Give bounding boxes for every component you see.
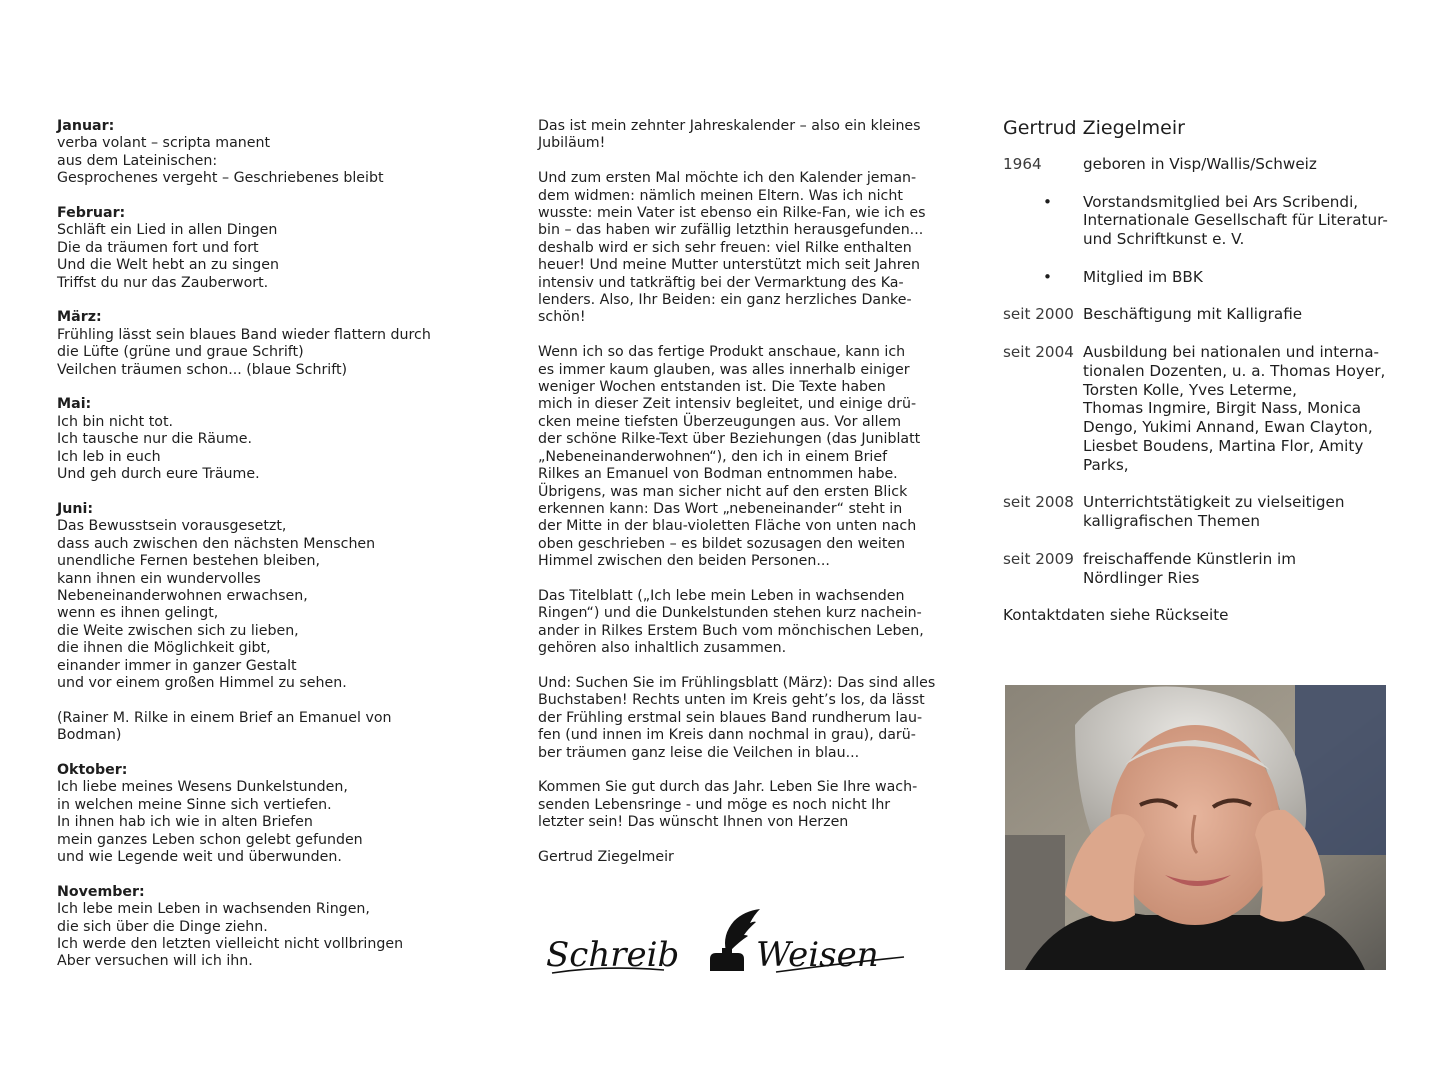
text-line: (Rainer M. Rilke in einem Brief an Emanuel von (57, 709, 392, 726)
month-juni (57, 501, 457, 692)
month-texts-column (57, 118, 457, 988)
text-line: dass auch zwischen den nächsten Menschen (57, 535, 376, 552)
text-line: schön! (538, 309, 586, 326)
bio-year: seit 2000 (1003, 305, 1074, 324)
letter-paragraph (538, 588, 928, 658)
bio-entry (1003, 343, 1403, 475)
text-line: Aber versuchen will ich ihn. (57, 953, 253, 970)
text-line: Dengo, Yukimi Annand, Ewan Clayton, (1083, 418, 1373, 437)
text-line: In ihnen hab ich wie in alten Briefen (57, 814, 313, 831)
text-line: Vorstandsmitglied bei Ars Scribendi, (1083, 192, 1359, 211)
text-line: Liesbet Boudens, Martina Flor, Amity (1083, 436, 1364, 455)
bullet-icon: • (1043, 192, 1052, 211)
text-line: erkennen kann: Das Wort „nebeneinander“ steht in (538, 500, 903, 517)
bio-bullet-bbk (1003, 268, 1403, 287)
text-line: und wie Legende weit und überwunden. (57, 848, 342, 865)
text-line: deshalb wird er sich sehr freuen: viel Rilke enthalten (538, 239, 912, 256)
text-line: Ich werde den letzten vielleicht nicht vollbringen (57, 935, 404, 952)
text-line: Ich tausche nur die Räume. (57, 431, 252, 448)
text-line: Unterrichtstätigkeit zu vielseitigen (1083, 493, 1345, 512)
text-line: Ausbildung bei nationalen und interna- (1083, 342, 1380, 361)
text-line: Ringen“) und die Dunkelstunden stehen kurz nachein- (538, 605, 922, 622)
text-line: heuer! Und meine Mutter unterstützt mich seit Jahren (538, 257, 920, 274)
text-line: Und: Suchen Sie im Frühlingsblatt (März): Das sind alles (538, 674, 936, 691)
text-line: Kommen Sie gut durch das Jahr. Leben Sie Ihre wach- (538, 779, 918, 796)
text-line: Triffst du nur das Zauberwort. (57, 274, 269, 291)
bio-bullet-ars-scribendi (1003, 193, 1403, 249)
text-line: die ihnen die Möglichkeit gibt, (57, 640, 271, 657)
text-line: es immer kaum glauben, was alles innerhalb einiger (538, 361, 910, 378)
text-line: die sich über die Dinge ziehn. (57, 918, 268, 935)
schreibweisen-logo (544, 905, 909, 977)
text-line: Und geh durch eure Träume. (57, 466, 260, 483)
text-line: Himmel zwischen den beiden Personen... (538, 553, 830, 570)
month-november (57, 884, 457, 971)
bio-entry (1003, 493, 1403, 531)
text-line: tionalen Dozenten, u. a. Thomas Hoyer, (1083, 361, 1386, 380)
text-line: letzter sein! Das wünscht Ihnen von Herzen (538, 814, 849, 831)
text-line: Jubiläum! (538, 135, 606, 152)
text-line: in welchen meine Sinne sich vertiefen. (57, 796, 332, 813)
text-line: der Mitte in der blau-violetten Fläche von unten nach (538, 518, 917, 535)
month-title: Oktober: (57, 761, 128, 778)
text-line: Buchstaben! Rechts unten im Kreis geht’s los, da lässt (538, 692, 925, 709)
text-line: freischaffende Künstlerin im (1083, 549, 1297, 568)
contact-note: Kontaktdaten siehe Rückseite (1003, 606, 1229, 625)
text-line: gehören also inhaltlich zusammen. (538, 640, 787, 657)
text-line: Schläft ein Lied in allen Dingen (57, 222, 278, 239)
month-maerz (57, 309, 457, 379)
text-line: Ich lebe mein Leben in wachsenden Ringen, (57, 901, 370, 918)
bio-entry (1003, 550, 1403, 588)
text-line: wusste: mein Vater ist ebenso ein Rilke-Fan, wie ich es (538, 205, 926, 222)
text-line: Ich leb in euch (57, 448, 161, 465)
text-line: und Schriftkunst e. V. (1083, 230, 1245, 249)
text-line: Beschäftigung mit Kalligrafie (1083, 305, 1303, 324)
text-line: Rilkes an Emanuel von Bodman entnommen habe. (538, 466, 898, 483)
text-line: Die da träumen fort und fort (57, 239, 259, 256)
text-line: ander in Rilkes Erstem Buch vom mönchischen Leben, (538, 622, 924, 639)
text-line: Das Bewusstsein vorausgesetzt, (57, 518, 287, 535)
text-line: Nebeneinanderwohnen erwachsen, (57, 587, 308, 604)
text-line: Und die Welt hebt an zu singen (57, 257, 280, 274)
text-line: bin – das haben wir zufällig letzthin herausgefunden... (538, 222, 924, 239)
text-line: weniger Wochen entstanden ist. Die Texte haben (538, 379, 886, 396)
month-mai (57, 396, 457, 483)
text-line: lenders. Also, Ihr Beiden: ein ganz herzliches Danke- (538, 292, 912, 309)
bio-year: seit 2009 (1003, 549, 1074, 568)
text-line: senden Lebensringe - und möge es noch nicht Ihr (538, 796, 891, 813)
text-line: oben geschrieben – es bildet sozusagen den weiten (538, 535, 906, 552)
bio-year: seit 2008 (1003, 493, 1074, 512)
text-line: Gertrud Ziegelmeir (538, 848, 674, 865)
letter-signature (538, 849, 928, 866)
month-januar (57, 118, 457, 188)
text-line: Mitglied im BBK (1083, 267, 1203, 286)
logo-text-left: Schreib (546, 935, 680, 975)
text-line: fen (und innen im Kreis dann nochmal in grau), darü- (538, 727, 916, 744)
month-oktober (57, 762, 457, 866)
text-line: Thomas Ingmire, Birgit Nass, Monica (1083, 399, 1362, 418)
text-line: dem widmen: nämlich meinen Eltern. Was ich nicht (538, 187, 903, 204)
bio-name: Gertrud Ziegelmeir (1003, 117, 1185, 139)
bio-entry-born (1003, 155, 1403, 174)
text-line: kann ihnen ein wundervolles (57, 570, 261, 587)
text-line: Ich liebe meines Wesens Dunkelstunden, (57, 779, 348, 796)
month-februar (57, 205, 457, 292)
text-line: die Weite zwischen sich zu lieben, (57, 622, 299, 639)
bio-entry (1003, 305, 1403, 324)
text-line: Frühling lässt sein blaues Band wieder flattern durch (57, 326, 431, 343)
text-line: aus dem Lateinischen: (57, 152, 218, 169)
text-line: ber träumen ganz leise die Veilchen in blau... (538, 744, 860, 761)
text-line: und vor einem großen Himmel zu sehen. (57, 674, 347, 691)
text-line: wenn es ihnen gelingt, (57, 605, 219, 622)
text-line: Das ist mein zehnter Jahreskalender – also ein kleines (538, 118, 921, 134)
text-line: Und zum ersten Mal möchte ich den Kalender jeman- (538, 170, 917, 187)
text-line: Internationale Gesellschaft für Literatur- (1083, 211, 1388, 230)
month-title: Februar: (57, 205, 126, 222)
letter-paragraph (538, 118, 928, 153)
text-line: Das Titelblatt („Ich lebe mein Leben in wachsenden (538, 587, 905, 604)
month-title: Juni: (57, 500, 94, 517)
month-title: November: (57, 883, 145, 900)
text-line: kalligrafischen Themen (1083, 512, 1260, 531)
text-line: der Frühling erstmal sein blaues Band rundherum lau- (538, 709, 923, 726)
ink-bottle-icon (710, 948, 744, 971)
text-line: einander immer in ganzer Gestalt (57, 657, 297, 674)
month-title: März: (57, 309, 102, 326)
text-line: der schöne Rilke-Text über Beziehungen (das Juniblatt (538, 431, 921, 448)
letter-paragraph (538, 344, 928, 570)
text-line: mein ganzes Leben schon gelebt gefunden (57, 831, 363, 848)
text-line: Wenn ich so das fertige Produkt anschaue, kann ich (538, 344, 906, 361)
text-line: Torsten Kolle, Yves Leterme, (1083, 380, 1297, 399)
text-line: die Lüfte (grüne und graue Schrift) (57, 344, 304, 361)
text-line: intensiv und tatkräftig bei der Vermarktung des Ka- (538, 274, 904, 291)
text-line: Parks, (1083, 455, 1129, 474)
month-title: Januar: (57, 118, 115, 134)
background-fabric (1295, 685, 1386, 855)
text-line: mich in dieser Zeit intensiv begleitet, und einige drü- (538, 396, 917, 413)
rilke-attribution (57, 710, 457, 745)
text-line: Nördlinger Ries (1083, 568, 1200, 587)
bio-year: seit 2004 (1003, 342, 1074, 361)
text-line: Veilchen träumen schon... (blaue Schrift) (57, 361, 348, 378)
letter-paragraph (538, 170, 928, 327)
text-line: Übrigens, was man sicher nicht auf den ersten Blick (538, 483, 908, 500)
text-line: Bodman) (57, 727, 122, 744)
month-title: Mai: (57, 396, 92, 413)
bio-column (1003, 116, 1403, 625)
quill-icon (725, 909, 760, 951)
portrait-photo (1005, 685, 1386, 970)
text-line: Ich bin nicht tot. (57, 413, 174, 430)
letter-column (538, 118, 936, 884)
logo-text-right: Weisen (756, 935, 879, 975)
text-line: verba volant – scripta manent (57, 135, 271, 152)
text-line: cken meine tiefsten Überzeugungen aus. Vor allem (538, 413, 902, 430)
bio-year: 1964 (1003, 155, 1042, 173)
letter-paragraph (538, 674, 936, 762)
text-line: „Nebeneinanderwohnen“), den ich in einem Brief (538, 448, 888, 465)
text-line: unendliche Fernen bestehen bleiben, (57, 553, 321, 570)
text-line: Gesprochenes vergeht – Geschriebenes bleibt (57, 170, 384, 187)
bullet-icon: • (1043, 267, 1052, 286)
text-line: geboren in Visp/Wallis/Schweiz (1083, 155, 1317, 173)
letter-paragraph (538, 779, 928, 831)
